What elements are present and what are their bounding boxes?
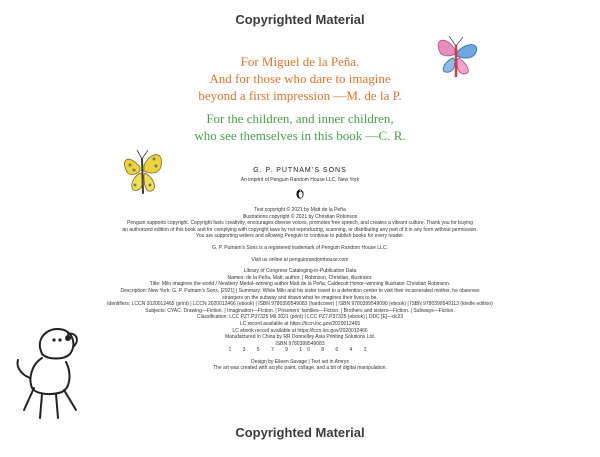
dedication-author xyxy=(0,53,600,104)
legal-line: You are supporting writers and allowing Penguin to continue to publish books for every reader. xyxy=(195,233,404,240)
legal-line: Manufactured in China by RR Donnelley Asia Printing Solutions Ltd. xyxy=(224,334,376,341)
legal-line: Penguin supports copyright. Copyright fuels creativity, encourages diverse voices, promotes free speech, and creates a vibrant culture. Thank you for buying xyxy=(127,220,473,227)
legal-line: Design by Eileen Savage | Text set in Amrys xyxy=(251,358,349,365)
dedication-line: who see themselves in this book —C. R. xyxy=(194,128,406,143)
publisher-name: G. P. PUTNAM’S SONS xyxy=(253,167,347,174)
legal-line: Visit us online at penguinrandomhouse.com xyxy=(251,256,349,263)
legal-line: Description: New York: G. P. Putnam’s Sons, [2021] | Summary: While Milo and his sister travel to a detention center to visit their incarcerated mother, he observes xyxy=(120,287,480,294)
legal-line: Identifiers: LCCN 2020012465 (print) | LCCN 2020012466 (ebook) | ISBN 9780399549083 (hardcover) | ISBN 9780399549090 (ebook) | ISBN 9780399549113 (kindle edition) xyxy=(107,301,493,308)
legal-line: Classification: LCC PZ7.P37325 Mil 2021 (print) | LCC PZ7.P37325 (ebook) | DDC [E]—dc23 xyxy=(196,314,404,321)
legal-line: LC record available at https://lccn.loc.gov/2020012465 xyxy=(239,320,361,327)
watermark-top: Copyrighted Material xyxy=(235,12,365,27)
legal-line: an authorized edition of this book and for complying with copyright laws by not reproducing, scanning, or distributing any part of it in any form without permission. xyxy=(122,226,478,233)
penguin-logo-icon xyxy=(294,187,306,199)
legal-line: Title: Milo imagines the world / Newbery Medal–winning author Matt de la Peña; Caldecott Honor–winning illustrator Christian Robinson. xyxy=(149,281,451,288)
dedication-line: And for those who dare to imagine xyxy=(209,71,391,86)
legal-line: ISBN 9780399549083 xyxy=(275,340,325,347)
dedication-line: For Miguel de la Peña. xyxy=(240,54,360,69)
legal-line: LC ebook record available at https://lccn.loc.gov/2020012466 xyxy=(232,327,368,334)
legal-line: G. P. Putnam’s Sons is a registered trademark of Penguin Random House LLC. xyxy=(212,244,388,251)
legal-line: Names: de la Peña, Matt, author. | Robinson, Christian, illustrator. xyxy=(227,274,373,281)
legal-line: Text copyright © 2021 by Matt de la Peña xyxy=(254,207,346,213)
dedication-line: beyond a first impression —M. de la P. xyxy=(198,88,402,103)
copyright-block xyxy=(90,207,510,372)
legal-line: Library of Congress Cataloging-in-Publication Data xyxy=(243,268,357,275)
watermark-bottom: Copyrighted Material xyxy=(235,425,365,440)
legal-line: strangers on the subway and draws what he imagines their lives to be. xyxy=(222,294,378,301)
legal-line: Subjects: CYAC: Drawing—Fiction. | Imagination—Fiction. | Prisoners’ families—Fiction. | Brothers and sisters—Fiction. | Subways—Fiction. xyxy=(145,307,455,314)
dedication-illustrator xyxy=(0,110,600,144)
legal-line: The art was created with acrylic paint, collage, and a bit of digital manipulation. xyxy=(213,365,387,372)
printing-line: 1 3 5 7 9 10 8 6 4 2 xyxy=(228,347,372,354)
publisher-imprint: An imprint of Penguin Random House LLC, New York xyxy=(240,177,360,183)
legal-line: Illustrations copyright © 2021 by Christian Robinson xyxy=(242,213,358,220)
dog-illustration xyxy=(10,318,105,423)
dedication-line: For the children, and inner children, xyxy=(206,111,394,126)
